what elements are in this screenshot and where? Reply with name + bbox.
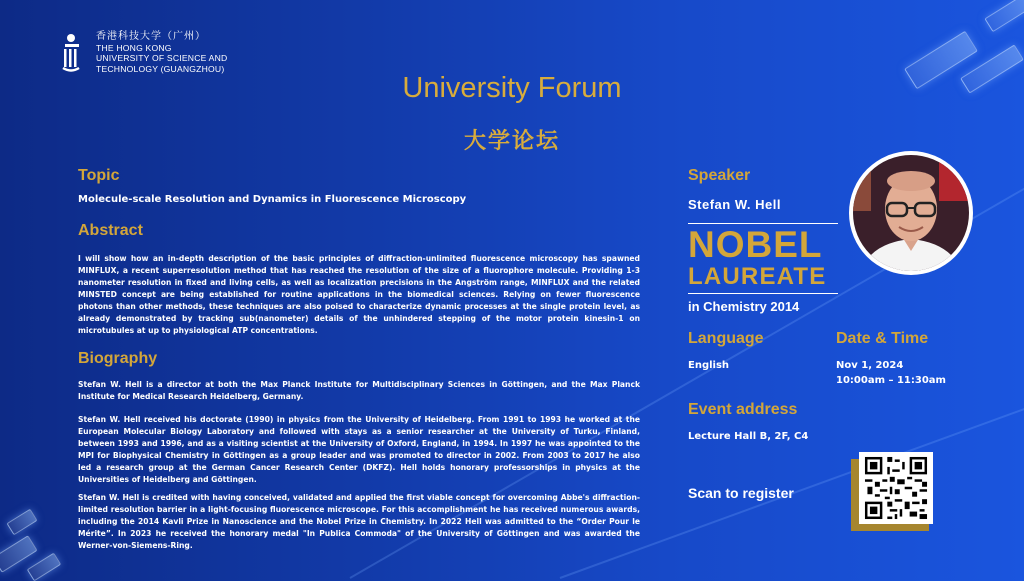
logo-line-1: THE HONG KONG <box>96 42 172 53</box>
biography-paragraph-1: Stefan W. Hell is a director at both the Max Planck Institute for Multidisciplinary Sciences in Göttingen, and the Max Planck Institute for Medical Research Heidelberg, Germany. <box>78 380 640 401</box>
register-label: Scan to register <box>688 485 794 501</box>
address-heading: Event address <box>688 401 798 418</box>
abstract-text: I will show how an in-depth description of the basic principles of diffraction-unlimited fluorescence microscopy has spawned MINFLUX, a recent superresolution method that has reached the resolution of the size of a fluorophore molecule. Providing 1-3 nanometer resolution in fixed and living cells, as well as localization precisions in the Angström range, MINFLUX and the related MINSTED concept are being established for routine applications in the biomedical sciences. Relying on fewer fluorescence photons than other methods, these techniques are also poised to characterize dynamic processes at the single protein level, as already demonstrated by tracking sub(nanometer) details of the unhindered stepping of the motor protein kinesin-1 on microtubules at up to physiological ATP concentrations. <box>78 254 640 335</box>
language-heading: Language <box>688 330 764 347</box>
event-time: 10:00am – 11:30am <box>836 375 946 386</box>
logo-line-2: UNIVERSITY OF SCIENCE AND <box>96 53 228 63</box>
logo-chinese-name: 香港科技大学（广州） <box>96 31 206 42</box>
forum-subtitle: 大学论坛 <box>463 129 560 154</box>
biography-paragraph-2: Stefan W. Hell received his doctorate (1990) in physics from the University of Heidelberg. From 1991 to 1993 he worked at the European Molecular Biology Laboratory and followed with stays as a senior researcher at the University of Turku, Finland, between 1993 and 1996, and as a visiting scientist at the University of Oxford, England, in 1994. In 1997 he was appointed to the MPI for Biophysical Chemistry in Göttingen as a group leader and was promoted to director in 2002. From 2003 to 2017 he also led a research group at the German Cancer Research Center (DKFZ). Hell holds honorary professorships in physics at the Universities of Heidelberg and Göttingen. <box>78 415 640 484</box>
nobel-category: in Chemistry 2014 <box>688 299 800 314</box>
qr-code-icon <box>859 452 933 524</box>
speaker-name: Stefan W. Hell <box>688 197 781 212</box>
university-logo <box>62 32 227 74</box>
logo-line-3: TECHNOLOGY (GUANGZHOU) <box>96 63 225 74</box>
event-date: Nov 1, 2024 <box>836 360 904 371</box>
address-value: Lecture Hall B, 2F, C4 <box>688 431 809 442</box>
abstract-heading: Abstract <box>78 222 143 239</box>
forum-title: University Forum <box>402 72 622 104</box>
registration-qr-code[interactable] <box>859 452 933 524</box>
divider <box>688 293 838 294</box>
biography-paragraph-3: Stefan W. Hell is credited with having conceived, validated and applied the first viable concept for overcoming Abbe's diffraction-limited resolution barrier in a light-focusing fluorescence microscope. For this accomplishment he has received numerous awards, including the 2014 Kavli Prize in Nanoscience and the Nobel Prize in Chemistry. In 2022 Hell was admitted to the “Order Pour le Mérite”. In 2023 he received the honorary medal "In Publica Commoda" of the University of Göttingen and was awarded the Werner-von-Siemens-Ring. <box>78 493 640 550</box>
datetime-heading: Date & Time <box>836 330 929 347</box>
hkust-logo-icon <box>62 32 90 74</box>
laureate-text: LAUREATE <box>688 263 827 290</box>
speaker-portrait <box>849 151 973 275</box>
biography-heading: Biography <box>78 350 158 367</box>
speaker-photo-icon <box>849 151 973 275</box>
topic-heading: Topic <box>78 167 120 184</box>
topic-text: Molecule-scale Resolution and Dynamics in Fluorescence Microscopy <box>78 194 467 205</box>
speaker-heading: Speaker <box>688 167 751 184</box>
language-value: English <box>688 360 730 371</box>
nobel-text: NOBEL <box>688 224 823 265</box>
